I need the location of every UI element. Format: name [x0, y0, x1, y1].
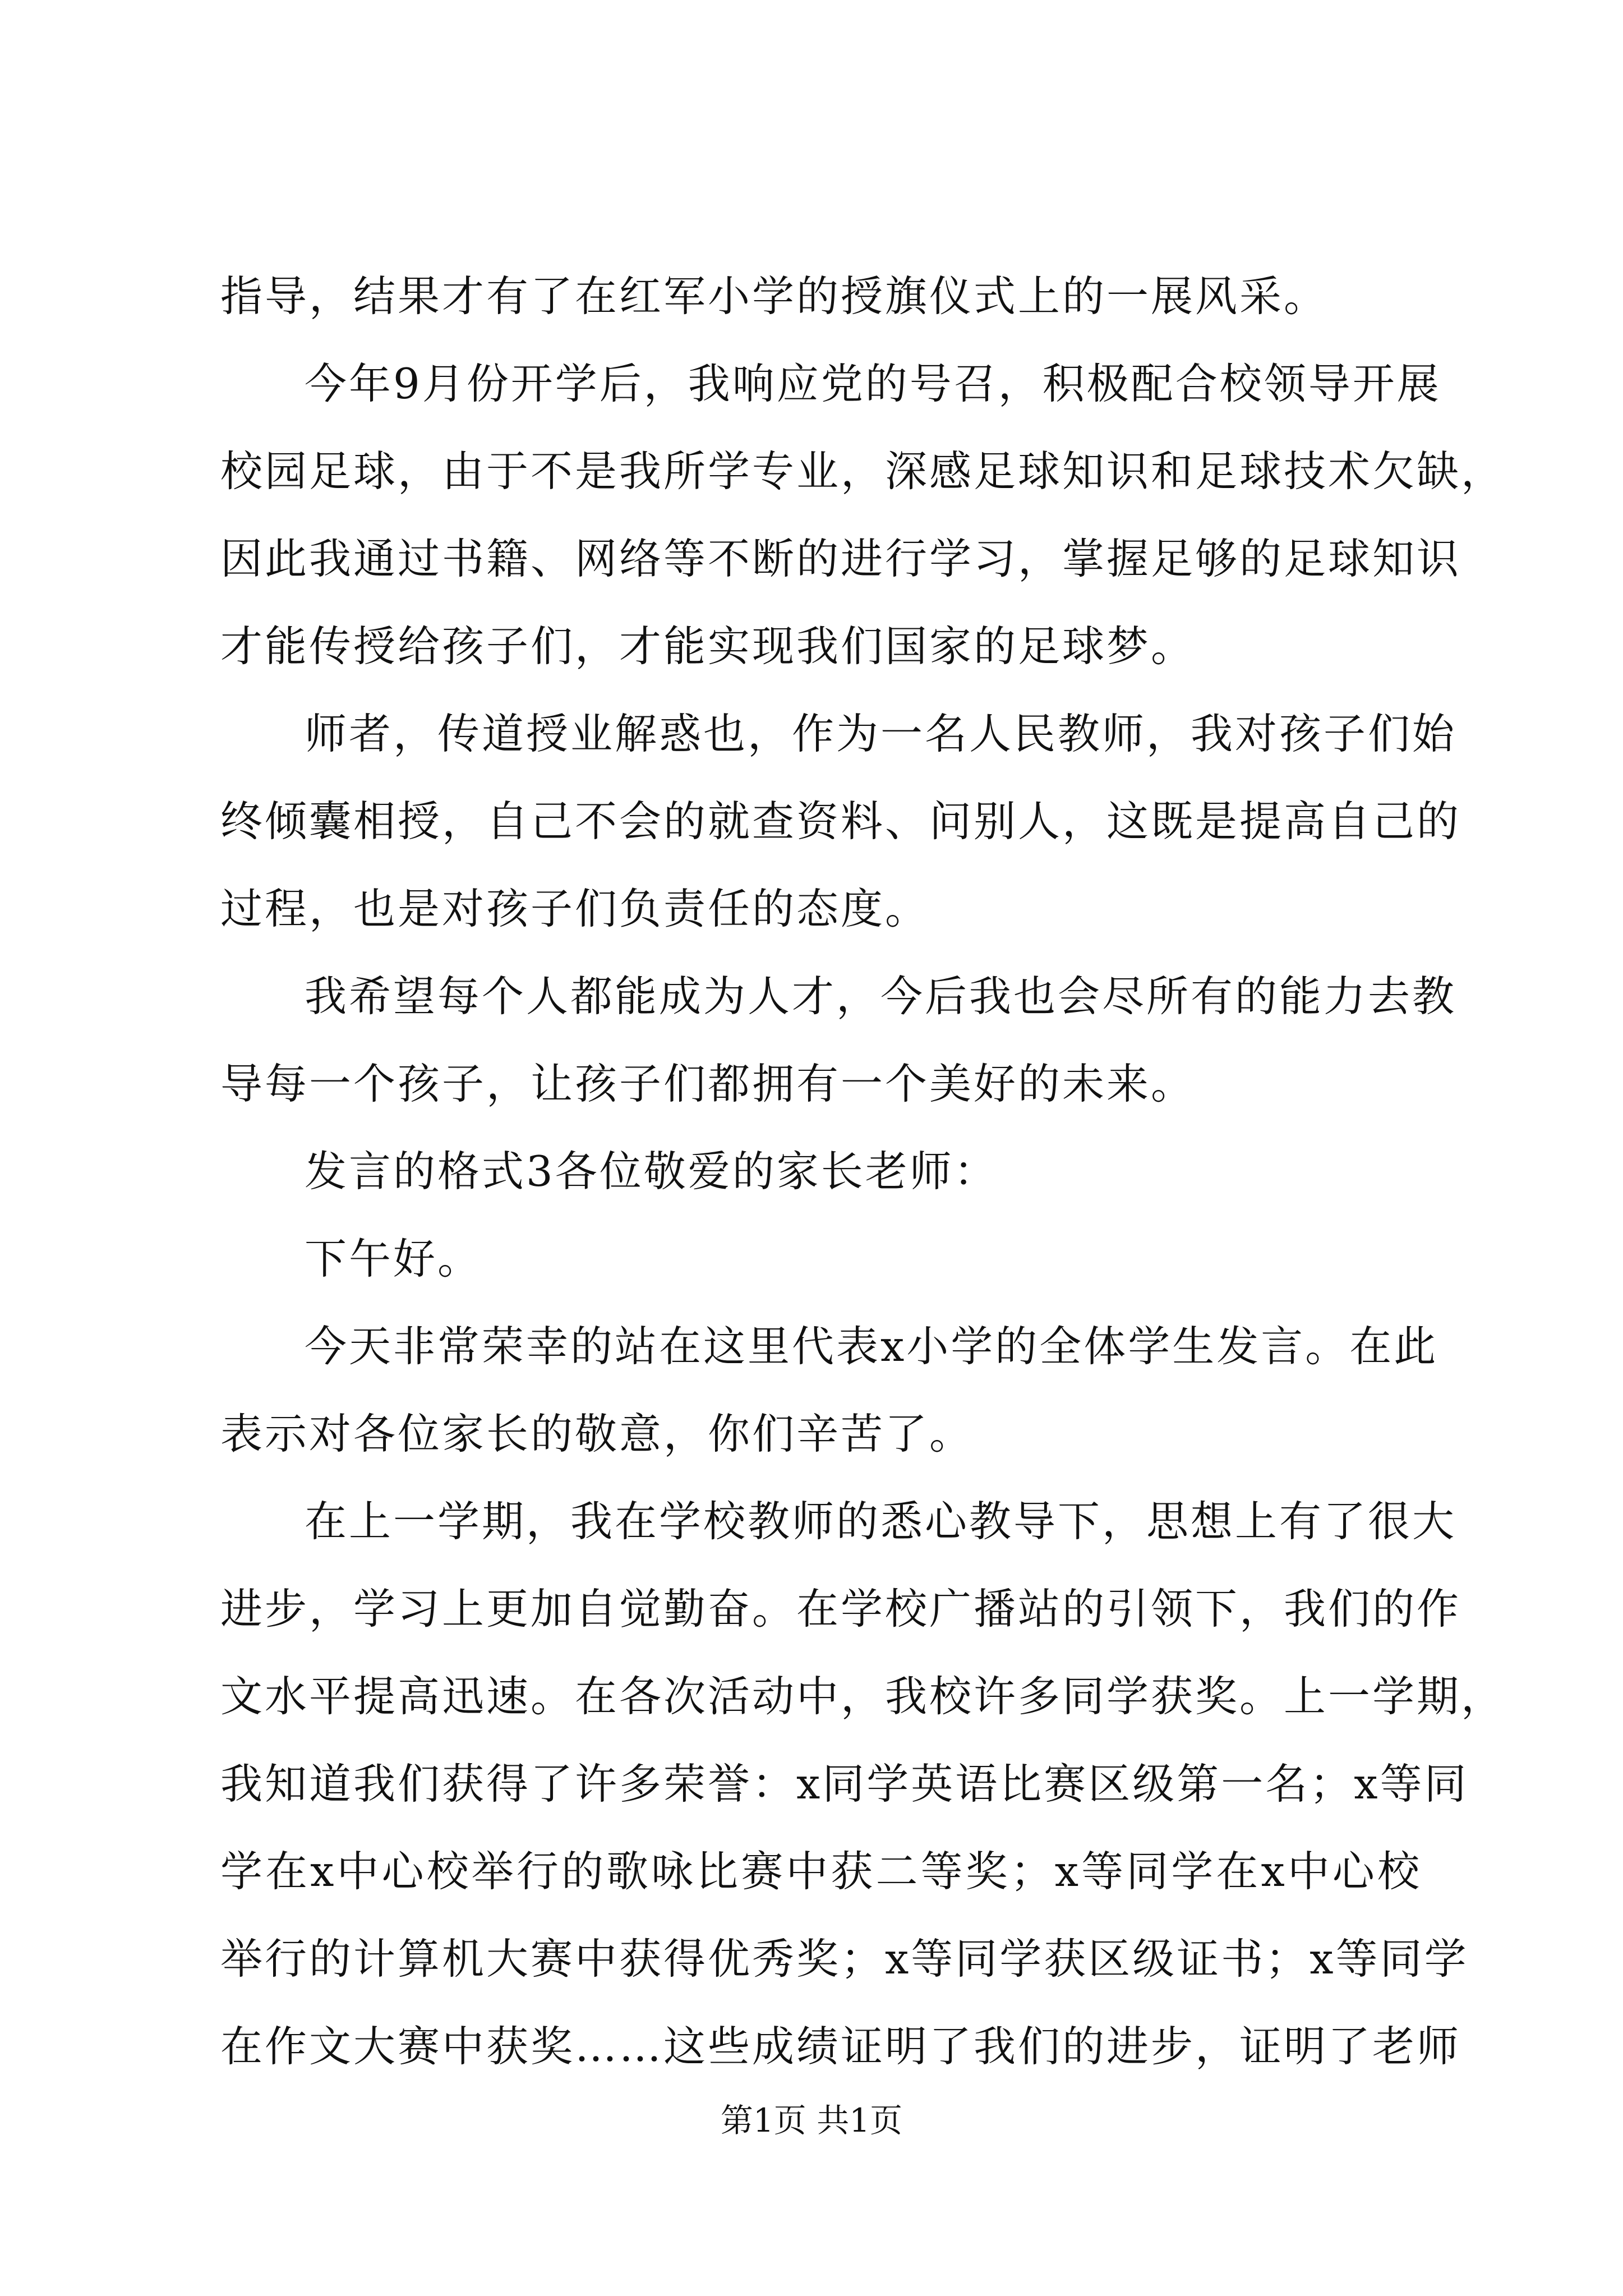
page-footer: 第1页 共1页	[720, 2101, 903, 2139]
text-line: 举行的计算机大赛中获得优秀奖；x等同学获区级证书；x等同学	[220, 1934, 1469, 1984]
text-line: 终倾囊相授，自己不会的就查资料、问别人，这既是提高自己的	[220, 797, 1461, 846]
text-line: 学在x中心校举行的歌咏比赛中获二等奖；x等同学在x中心校	[220, 1847, 1422, 1896]
text-line: 指导，结果才有了在红军小学的授旗仪式上的一展风采。	[220, 272, 1329, 321]
text-line: 在作文大赛中获奖……这些成绩证明了我们的进步，证明了老师	[220, 2022, 1461, 2071]
text-line: 才能传授给孩子们，才能实现我们国家的足球梦。	[220, 622, 1196, 671]
body-text	[220, 252, 1506, 2090]
text-line: 文水平提高迅速。在各次活动中，我校许多同学获奖。上一学期，	[220, 1672, 1506, 1721]
text-line: 下午好。	[305, 1234, 482, 1283]
text-line: 发言的格式3各位敬爱的家长老师：	[305, 1147, 998, 1196]
text-line: 过程，也是对孩子们负责任的态度。	[220, 884, 930, 933]
text-line: 今天非常荣幸的站在这里代表x小学的全体学生发言。在此	[305, 1322, 1438, 1371]
text-line: 在上一学期，我在学校教师的悉心教导下，思想上有了很大	[305, 1497, 1457, 1546]
text-line: 今年9月份开学后，我响应党的号召，积极配合校领导开展	[305, 359, 1441, 408]
text-line: 我知道我们获得了许多荣誉：x同学英语比赛区级第一名；x等同	[220, 1759, 1469, 1809]
text-line: 进步，学习上更加自觉勤奋。在学校广播站的引领下，我们的作	[220, 1584, 1461, 1634]
text-line: 导每一个孩子，让孩子们都拥有一个美好的未来。	[220, 1059, 1196, 1108]
text-line: 师者，传道授业解惑也，作为一名人民教师，我对孩子们始	[305, 709, 1457, 758]
text-line: 校园足球，由于不是我所学专业，深感足球知识和足球技术欠缺，	[220, 447, 1506, 496]
text-line: 我希望每个人都能成为人才，今后我也会尽所有的能力去教	[305, 972, 1457, 1021]
text-line: 表示对各位家长的敬意，你们辛苦了。	[220, 1409, 974, 1458]
text-line: 因此我通过书籍、网络等不断的进行学习，掌握足够的足球知识	[220, 534, 1461, 583]
